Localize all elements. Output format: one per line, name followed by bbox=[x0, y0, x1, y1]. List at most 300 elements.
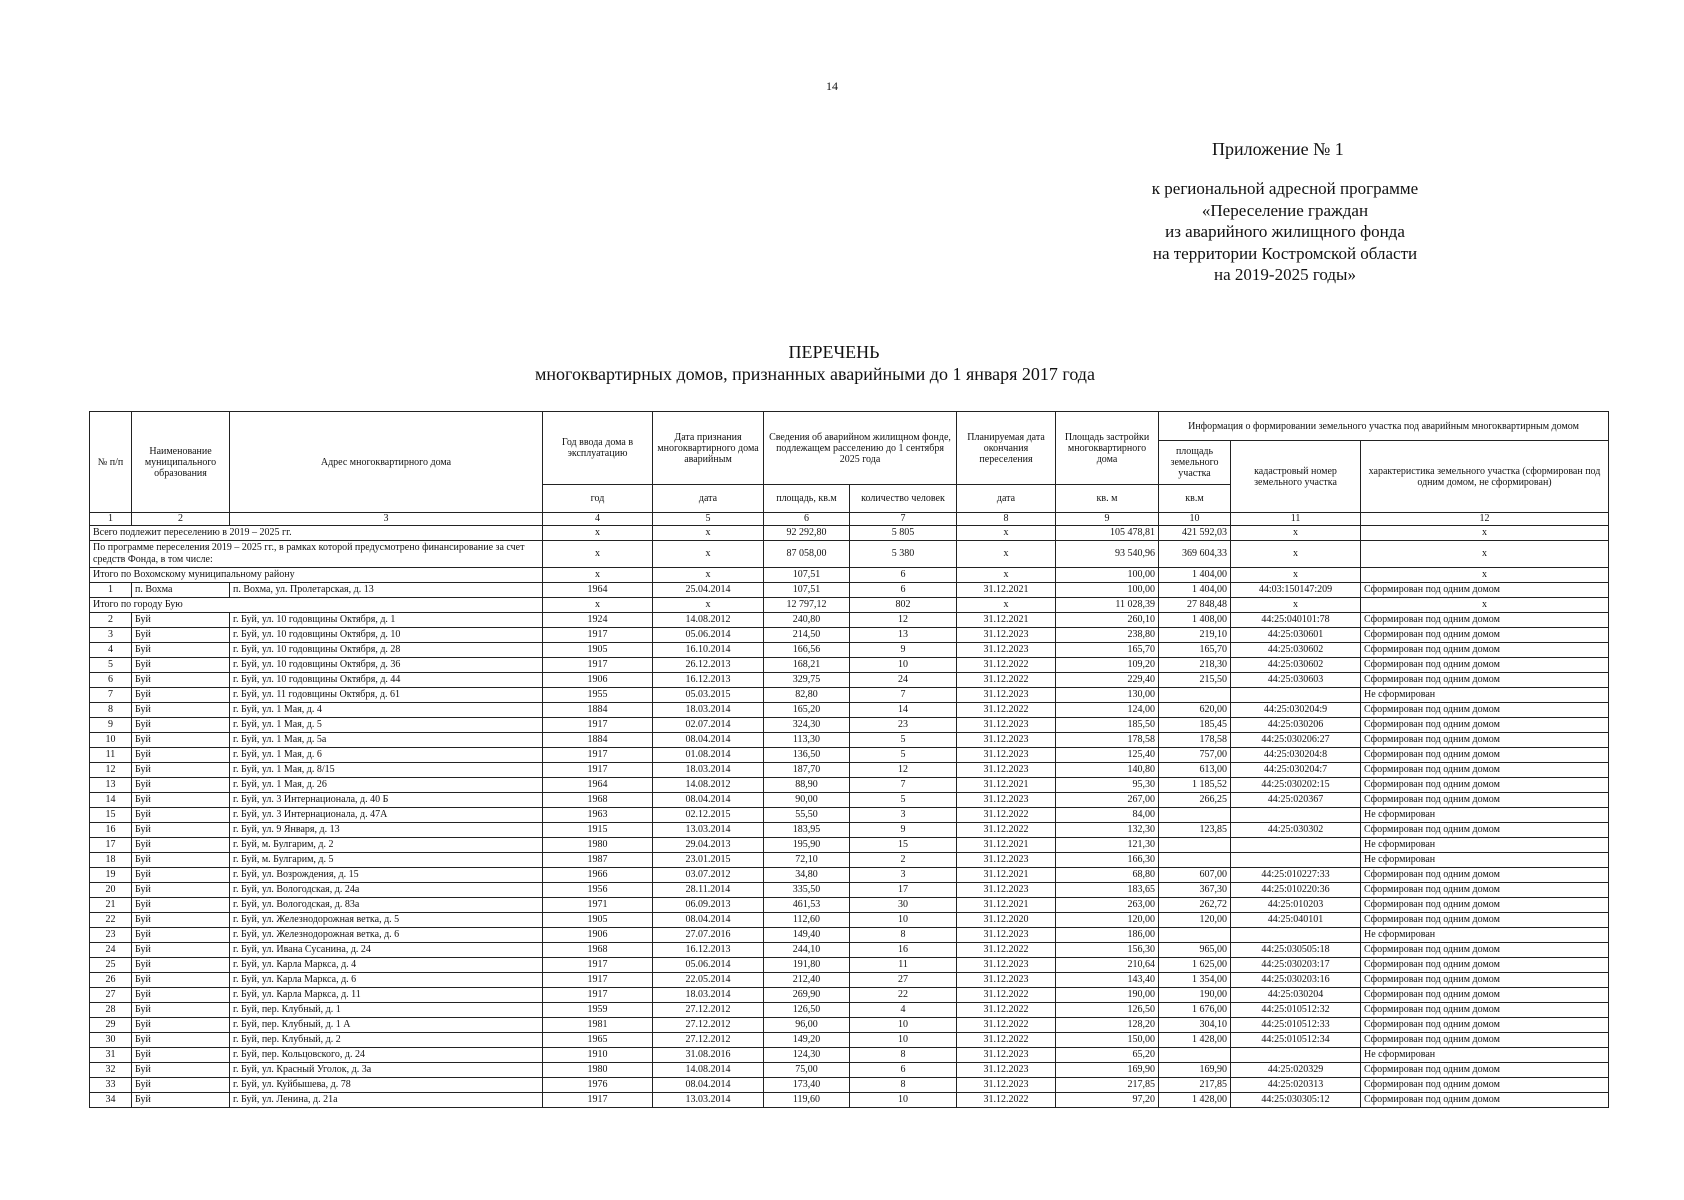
table-cell: 44:25:030202:15 bbox=[1231, 778, 1361, 793]
table-cell: 44:25:010512:32 bbox=[1231, 1003, 1361, 1018]
table-row bbox=[90, 643, 1609, 658]
table-cell: Не сформирован bbox=[1361, 688, 1609, 703]
table-cell: 13 bbox=[850, 628, 957, 643]
table-cell: 6 bbox=[850, 583, 957, 598]
table-cell: Сформирован под одним домом bbox=[1361, 778, 1609, 793]
table-cell: Сформирован под одним домом bbox=[1361, 958, 1609, 973]
table-cell: 18 bbox=[90, 853, 132, 868]
table-cell: г. Буй, ул. 1 Мая, д. 6 bbox=[230, 748, 543, 763]
table-cell: г. Буй, ул. Возрождения, д. 15 bbox=[230, 868, 543, 883]
table-cell: 215,50 bbox=[1159, 673, 1231, 688]
table-cell: 31.12.2023 bbox=[957, 718, 1056, 733]
table-cell: Сформирован под одним домом bbox=[1361, 748, 1609, 763]
table-row bbox=[90, 823, 1609, 838]
table-cell: г. Буй, м. Булгарим, д. 5 bbox=[230, 853, 543, 868]
table-cell: 34 bbox=[90, 1093, 132, 1108]
table-cell: 29.04.2013 bbox=[653, 838, 764, 853]
table-cell: 802 bbox=[850, 598, 957, 613]
table-cell: Буй bbox=[132, 1048, 230, 1063]
table-cell: 44:25:010512:33 bbox=[1231, 1018, 1361, 1033]
table-cell: х bbox=[1361, 541, 1609, 568]
table-cell: 30 bbox=[90, 1033, 132, 1048]
table-cell: 1956 bbox=[543, 883, 653, 898]
col-number: 9 bbox=[1056, 513, 1159, 526]
table-cell: Не сформирован bbox=[1361, 853, 1609, 868]
appendix-line: из аварийного жилищного фонда bbox=[1165, 222, 1405, 241]
table-cell: 27.07.2016 bbox=[653, 928, 764, 943]
col-number: 11 bbox=[1231, 513, 1361, 526]
table-cell: 169,90 bbox=[1056, 1063, 1159, 1078]
table-cell: 3 bbox=[850, 868, 957, 883]
table-cell: 1 bbox=[90, 583, 132, 598]
table-row bbox=[90, 943, 1609, 958]
table-cell: 44:25:010220:36 bbox=[1231, 883, 1361, 898]
table-cell: 965,00 bbox=[1159, 943, 1231, 958]
table-cell: 5 bbox=[850, 748, 957, 763]
table-cell: 31.12.2023 bbox=[957, 1078, 1056, 1093]
table-cell: 304,10 bbox=[1159, 1018, 1231, 1033]
table-cell: 165,20 bbox=[764, 703, 850, 718]
table-cell: 31.12.2022 bbox=[957, 823, 1056, 838]
table-cell: Сформирован под одним домом bbox=[1361, 823, 1609, 838]
header-num: № п/п bbox=[90, 412, 132, 513]
table-cell: г. Буй, ул. 3 Интернационала, д. 47А bbox=[230, 808, 543, 823]
table-cell: 156,30 bbox=[1056, 943, 1159, 958]
table-cell: 16 bbox=[90, 823, 132, 838]
table-cell bbox=[1231, 808, 1361, 823]
table-cell: 125,40 bbox=[1056, 748, 1159, 763]
table-cell: 9 bbox=[850, 823, 957, 838]
table-cell: 31 bbox=[90, 1048, 132, 1063]
table-cell: 19 bbox=[90, 868, 132, 883]
table-cell: г. Буй, ул. 1 Мая, д. 8/15 bbox=[230, 763, 543, 778]
table-cell: г. Буй, ул. Вологодская, д. 24а bbox=[230, 883, 543, 898]
table-row bbox=[90, 1048, 1609, 1063]
table-cell: х bbox=[653, 541, 764, 568]
table-cell: 29 bbox=[90, 1018, 132, 1033]
table-cell: Буй bbox=[132, 988, 230, 1003]
table-cell: 27 848,48 bbox=[1159, 598, 1231, 613]
unit-area: площадь, кв.м bbox=[764, 485, 850, 513]
table-cell: 7 bbox=[90, 688, 132, 703]
header-land-area: площадь земельного участка bbox=[1159, 441, 1231, 485]
table-cell: Не сформирован bbox=[1361, 838, 1609, 853]
table-cell: 44:25:030204:8 bbox=[1231, 748, 1361, 763]
table-cell: 44:25:030206 bbox=[1231, 718, 1361, 733]
table-cell: х bbox=[653, 568, 764, 583]
table-cell bbox=[1159, 688, 1231, 703]
table-cell: г. Буй, ул. 3 Интернационала, д. 40 Б bbox=[230, 793, 543, 808]
table-cell: 18.03.2014 bbox=[653, 763, 764, 778]
table-cell: 1955 bbox=[543, 688, 653, 703]
table-cell: 31.12.2021 bbox=[957, 778, 1056, 793]
table-cell: Сформирован под одним домом bbox=[1361, 733, 1609, 748]
summary-row-program bbox=[90, 541, 1609, 568]
table-cell: 1971 bbox=[543, 898, 653, 913]
table-cell: 20 bbox=[90, 883, 132, 898]
table-cell: 95,30 bbox=[1056, 778, 1159, 793]
table-cell: 97,20 bbox=[1056, 1093, 1159, 1108]
table-cell: 1963 bbox=[543, 808, 653, 823]
table-cell: 10 bbox=[850, 1033, 957, 1048]
appendix-line: «Переселение граждан bbox=[1201, 200, 1369, 220]
table-cell: 1968 bbox=[543, 943, 653, 958]
table-cell: 02.07.2014 bbox=[653, 718, 764, 733]
table-cell: 218,30 bbox=[1159, 658, 1231, 673]
table-cell: 1987 bbox=[543, 853, 653, 868]
table-cell: 120,00 bbox=[1159, 913, 1231, 928]
table-cell: х bbox=[1231, 568, 1361, 583]
table-cell: х bbox=[1231, 526, 1361, 541]
table-cell: Буй bbox=[132, 1003, 230, 1018]
table-cell: 17 bbox=[850, 883, 957, 898]
table-cell bbox=[1159, 808, 1231, 823]
table-cell: 14 bbox=[90, 793, 132, 808]
col-number: 10 bbox=[1159, 513, 1231, 526]
table-cell: 1981 bbox=[543, 1018, 653, 1033]
unit-year: год bbox=[543, 485, 653, 513]
table-cell: Буй bbox=[132, 1018, 230, 1033]
table-row bbox=[90, 1063, 1609, 1078]
appendix-subtitle bbox=[1135, 178, 1435, 286]
table-cell: 22 bbox=[850, 988, 957, 1003]
table-cell: 1964 bbox=[543, 778, 653, 793]
table-cell: 21 bbox=[90, 898, 132, 913]
table-cell: 238,80 bbox=[1056, 628, 1159, 643]
table-cell: 31.12.2023 bbox=[957, 748, 1056, 763]
table-cell: 31.12.2022 bbox=[957, 943, 1056, 958]
table-cell: 44:25:040101:78 bbox=[1231, 613, 1361, 628]
table-cell: х bbox=[957, 568, 1056, 583]
table-cell: г. Буй, ул. 10 годовщины Октября, д. 1 bbox=[230, 613, 543, 628]
table-cell: 87 058,00 bbox=[764, 541, 850, 568]
table-cell: 18.03.2014 bbox=[653, 703, 764, 718]
table-cell: 7 bbox=[850, 688, 957, 703]
table-cell: 25.04.2014 bbox=[653, 583, 764, 598]
table-cell: 14.08.2014 bbox=[653, 1063, 764, 1078]
table-cell: 27.12.2012 bbox=[653, 1018, 764, 1033]
table-cell: Буй bbox=[132, 703, 230, 718]
table-cell: х bbox=[957, 526, 1056, 541]
table-row bbox=[90, 763, 1609, 778]
table-cell: 168,21 bbox=[764, 658, 850, 673]
table-cell: 1 625,00 bbox=[1159, 958, 1231, 973]
table-cell: 1 185,52 bbox=[1159, 778, 1231, 793]
table-cell: г. Буй, ул. 1 Мая, д. 26 bbox=[230, 778, 543, 793]
table-cell: 1917 bbox=[543, 748, 653, 763]
table-cell: г. Буй, ул. 9 Января, д. 13 bbox=[230, 823, 543, 838]
table-cell: 72,10 bbox=[764, 853, 850, 868]
table-cell: 31.12.2022 bbox=[957, 658, 1056, 673]
table-cell: Сформирован под одним домом bbox=[1361, 1078, 1609, 1093]
table-cell: 128,20 bbox=[1056, 1018, 1159, 1033]
table-cell: г. Буй, ул. Карла Маркса, д. 6 bbox=[230, 973, 543, 988]
table-cell: Сформирован под одним домом bbox=[1361, 973, 1609, 988]
table-cell: Сформирован под одним домом bbox=[1361, 943, 1609, 958]
table-cell: 1915 bbox=[543, 823, 653, 838]
table-cell: 31.12.2023 bbox=[957, 958, 1056, 973]
table-cell: 31.08.2016 bbox=[653, 1048, 764, 1063]
table-cell: 01.08.2014 bbox=[653, 748, 764, 763]
table-cell: 26.12.2013 bbox=[653, 658, 764, 673]
unit-date: дата bbox=[653, 485, 764, 513]
table-cell: 31.12.2022 bbox=[957, 1093, 1056, 1108]
table-cell bbox=[1231, 853, 1361, 868]
table-cell: 96,00 bbox=[764, 1018, 850, 1033]
table-cell: 12 797,12 bbox=[764, 598, 850, 613]
table-row bbox=[90, 778, 1609, 793]
table-cell: 82,80 bbox=[764, 688, 850, 703]
table-cell: 244,10 bbox=[764, 943, 850, 958]
table-cell: 169,90 bbox=[1159, 1063, 1231, 1078]
table-cell: 11 bbox=[850, 958, 957, 973]
table-row bbox=[90, 658, 1609, 673]
table-cell: 31.12.2022 bbox=[957, 1018, 1056, 1033]
table-cell: 16.10.2014 bbox=[653, 643, 764, 658]
table-cell: 121,30 bbox=[1056, 838, 1159, 853]
table-cell: 123,85 bbox=[1159, 823, 1231, 838]
table-cell: 31.12.2022 bbox=[957, 703, 1056, 718]
table-cell: 1906 bbox=[543, 928, 653, 943]
table-cell: г. Буй, ул. Ленина, д. 21а bbox=[230, 1093, 543, 1108]
table-cell: Буй bbox=[132, 958, 230, 973]
col-number: 2 bbox=[132, 513, 230, 526]
table-cell: 1 428,00 bbox=[1159, 1033, 1231, 1048]
table-row bbox=[90, 973, 1609, 988]
appendix-line: на 2019-2025 годы» bbox=[1214, 265, 1356, 284]
table-cell: 55,50 bbox=[764, 808, 850, 823]
table-cell: 1910 bbox=[543, 1048, 653, 1063]
table-cell bbox=[1231, 1048, 1361, 1063]
table-cell: 65,20 bbox=[1056, 1048, 1159, 1063]
table-cell: 31.12.2023 bbox=[957, 688, 1056, 703]
table-cell: г. Буй, ул. Куйбышева, д. 78 bbox=[230, 1078, 543, 1093]
table-cell: 6 bbox=[850, 568, 957, 583]
table-cell: 1884 bbox=[543, 703, 653, 718]
table-cell: 44:25:020313 bbox=[1231, 1078, 1361, 1093]
table-cell: г. Буй, ул. 1 Мая, д. 5а bbox=[230, 733, 543, 748]
table-cell: 16.12.2013 bbox=[653, 943, 764, 958]
table-row bbox=[90, 988, 1609, 1003]
table-cell: 105 478,81 bbox=[1056, 526, 1159, 541]
table-cell: 165,70 bbox=[1159, 643, 1231, 658]
table-cell: Буй bbox=[132, 868, 230, 883]
table-cell: 1968 bbox=[543, 793, 653, 808]
table-cell: х bbox=[1361, 598, 1609, 613]
table-cell: х bbox=[957, 541, 1056, 568]
table-cell: 1917 bbox=[543, 988, 653, 1003]
table-cell: 44:03:150147:209 bbox=[1231, 583, 1361, 598]
table-cell: 140,80 bbox=[1056, 763, 1159, 778]
table-cell: Сформирован под одним домом bbox=[1361, 643, 1609, 658]
table-cell: Сформирован под одним домом bbox=[1361, 658, 1609, 673]
table-cell: 107,51 bbox=[764, 568, 850, 583]
table-cell: 263,00 bbox=[1056, 898, 1159, 913]
table-cell: 44:25:030203:17 bbox=[1231, 958, 1361, 973]
table-cell: 31.12.2021 bbox=[957, 613, 1056, 628]
table-row bbox=[90, 1033, 1609, 1048]
header-land-char: характеристика земельного участка (сформирован под одним домом, не сформирован) bbox=[1361, 441, 1609, 513]
table-cell: 5 bbox=[90, 658, 132, 673]
table-cell: п. Вохма bbox=[132, 583, 230, 598]
col-number: 1 bbox=[90, 513, 132, 526]
table-cell: 08.04.2014 bbox=[653, 1078, 764, 1093]
table-cell: 269,90 bbox=[764, 988, 850, 1003]
table-cell bbox=[1231, 928, 1361, 943]
table-cell: 10 bbox=[850, 1093, 957, 1108]
table-cell: 4 bbox=[850, 1003, 957, 1018]
table-cell: Буй bbox=[132, 973, 230, 988]
table-cell: Сформирован под одним домом bbox=[1361, 613, 1609, 628]
table-cell: 31.12.2022 bbox=[957, 673, 1056, 688]
table-cell: 130,00 bbox=[1056, 688, 1159, 703]
table-cell: 113,30 bbox=[764, 733, 850, 748]
col-number: 8 bbox=[957, 513, 1056, 526]
table-cell: х bbox=[653, 598, 764, 613]
table-cell: 1917 bbox=[543, 658, 653, 673]
appendix-line: к региональной адресной программе bbox=[1151, 179, 1419, 198]
table-cell: 31.12.2023 bbox=[957, 793, 1056, 808]
table-cell: 14.08.2012 bbox=[653, 778, 764, 793]
table-row bbox=[90, 583, 1609, 598]
table-cell: 31.12.2021 bbox=[957, 583, 1056, 598]
table-row bbox=[90, 748, 1609, 763]
table-cell: 262,72 bbox=[1159, 898, 1231, 913]
header-land-info: Информация о формировании земельного участка под аварийным многоквартирным домом bbox=[1159, 412, 1609, 441]
table-cell: 08.04.2014 bbox=[653, 913, 764, 928]
summary-row-total bbox=[90, 526, 1609, 541]
table-cell: 44:25:010203 bbox=[1231, 898, 1361, 913]
table-cell: 165,70 bbox=[1056, 643, 1159, 658]
table-cell: 120,00 bbox=[1056, 913, 1159, 928]
table-cell: г. Буй, ул. 11 годовщины Октября, д. 61 bbox=[230, 688, 543, 703]
table-cell: 1959 bbox=[543, 1003, 653, 1018]
table-cell: 22.05.2014 bbox=[653, 973, 764, 988]
table-row bbox=[90, 628, 1609, 643]
table-cell: 75,00 bbox=[764, 1063, 850, 1078]
table-cell: 1917 bbox=[543, 1093, 653, 1108]
table-cell: 44:25:040101 bbox=[1231, 913, 1361, 928]
table-cell: Не сформирован bbox=[1361, 808, 1609, 823]
table-cell: 260,10 bbox=[1056, 613, 1159, 628]
col-number: 7 bbox=[850, 513, 957, 526]
table-cell: 186,00 bbox=[1056, 928, 1159, 943]
table-cell: 31.12.2023 bbox=[957, 928, 1056, 943]
table-cell: 1965 bbox=[543, 1033, 653, 1048]
table-cell: 28 bbox=[90, 1003, 132, 1018]
table-cell: 31.12.2021 bbox=[957, 868, 1056, 883]
table-cell: 178,58 bbox=[1056, 733, 1159, 748]
table-cell: 44:25:030302 bbox=[1231, 823, 1361, 838]
table-cell: Сформирован под одним домом bbox=[1361, 883, 1609, 898]
table-cell: 92 292,80 bbox=[764, 526, 850, 541]
table-cell: 1917 bbox=[543, 628, 653, 643]
table-cell: Не сформирован bbox=[1361, 1048, 1609, 1063]
table-cell: 31.12.2022 bbox=[957, 1003, 1056, 1018]
table-cell: 24 bbox=[850, 673, 957, 688]
table-cell: 5 bbox=[850, 733, 957, 748]
document-subtitle-line: многоквартирных домов, признанных аварийными до 1 января 2017 года bbox=[535, 364, 1095, 384]
table-cell: 3 bbox=[90, 628, 132, 643]
table-cell: 7 bbox=[850, 778, 957, 793]
table-cell: Буй bbox=[132, 658, 230, 673]
header-address: Адрес многоквартирного дома bbox=[230, 412, 543, 513]
table-cell: х bbox=[1231, 598, 1361, 613]
table-cell: г. Буй, ул. 1 Мая, д. 4 bbox=[230, 703, 543, 718]
table-cell: 1906 bbox=[543, 673, 653, 688]
table-cell: 143,40 bbox=[1056, 973, 1159, 988]
table-cell: По программе переселения 2019 – 2025 гг., в рамках которой предусмотрено финансирование за счет средств Фонда, в том числе: bbox=[90, 541, 543, 568]
table-cell: 132,30 bbox=[1056, 823, 1159, 838]
table-cell: 31.12.2021 bbox=[957, 838, 1056, 853]
table-cell: Буй bbox=[132, 673, 230, 688]
table-cell: 266,25 bbox=[1159, 793, 1231, 808]
table-cell: 109,20 bbox=[1056, 658, 1159, 673]
table-cell: 150,00 bbox=[1056, 1033, 1159, 1048]
table-cell bbox=[1159, 1048, 1231, 1063]
table-cell: 05.03.2015 bbox=[653, 688, 764, 703]
table-cell: г. Буй, пер. Клубный, д. 1 bbox=[230, 1003, 543, 1018]
table-cell: 05.06.2014 bbox=[653, 958, 764, 973]
table-cell: 44:25:030204:9 bbox=[1231, 703, 1361, 718]
table-cell: 44:25:030603 bbox=[1231, 673, 1361, 688]
table-cell: 27.12.2012 bbox=[653, 1033, 764, 1048]
table-cell: 13 bbox=[90, 778, 132, 793]
table-row bbox=[90, 703, 1609, 718]
table-cell: 8 bbox=[850, 1078, 957, 1093]
table-cell: 31.12.2023 bbox=[957, 883, 1056, 898]
table-cell: Буй bbox=[132, 1093, 230, 1108]
table-cell: 32 bbox=[90, 1063, 132, 1078]
table-cell: х bbox=[1361, 526, 1609, 541]
table-cell: 217,85 bbox=[1159, 1078, 1231, 1093]
table-cell: 613,00 bbox=[1159, 763, 1231, 778]
table-cell: 185,50 bbox=[1056, 718, 1159, 733]
table-cell: Сформирован под одним домом bbox=[1361, 1093, 1609, 1108]
table-cell: Буй bbox=[132, 628, 230, 643]
col-number: 6 bbox=[764, 513, 850, 526]
table-cell: Буй bbox=[132, 613, 230, 628]
table-cell: 84,00 bbox=[1056, 808, 1159, 823]
table-cell: 214,50 bbox=[764, 628, 850, 643]
table-cell: Буй bbox=[132, 808, 230, 823]
table-row bbox=[90, 1078, 1609, 1093]
table-cell: 9 bbox=[90, 718, 132, 733]
table-cell: 31.12.2022 bbox=[957, 1033, 1056, 1048]
table-cell: Сформирован под одним домом bbox=[1361, 988, 1609, 1003]
table-cell: г. Буй, пер. Кольцовского, д. 24 bbox=[230, 1048, 543, 1063]
table-cell: 05.06.2014 bbox=[653, 628, 764, 643]
table-cell: Сформирован под одним домом bbox=[1361, 793, 1609, 808]
table-cell: 178,58 bbox=[1159, 733, 1231, 748]
table-cell: 10 bbox=[850, 913, 957, 928]
table-cell: 335,50 bbox=[764, 883, 850, 898]
table-cell: 1964 bbox=[543, 583, 653, 598]
appendix-title: Приложение № 1 bbox=[1212, 139, 1344, 159]
table-cell: 31.12.2023 bbox=[957, 853, 1056, 868]
table-cell: 08.04.2014 bbox=[653, 793, 764, 808]
table-cell: 10 bbox=[90, 733, 132, 748]
table-cell: 1917 bbox=[543, 958, 653, 973]
table-cell: 23.01.2015 bbox=[653, 853, 764, 868]
table-row bbox=[90, 793, 1609, 808]
page-number: 14 bbox=[826, 79, 838, 93]
table-cell: 30 bbox=[850, 898, 957, 913]
table-cell: Сформирован под одним домом bbox=[1361, 628, 1609, 643]
table-cell: г. Буй, ул. 10 годовщины Октября, д. 28 bbox=[230, 643, 543, 658]
table-cell: 17 bbox=[90, 838, 132, 853]
table-cell: 8 bbox=[850, 928, 957, 943]
